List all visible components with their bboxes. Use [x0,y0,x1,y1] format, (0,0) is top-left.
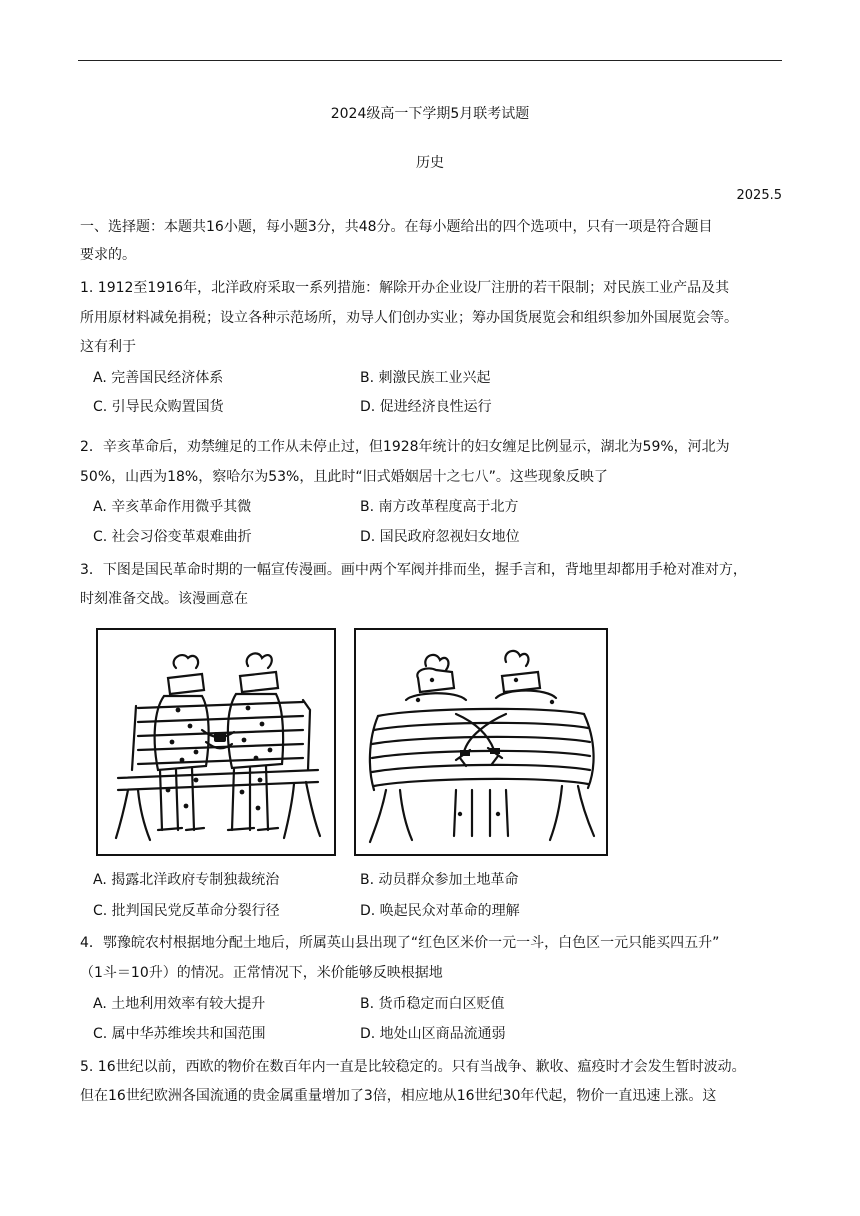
exam-title: 2024级高一下学期5月联考试题 [330,106,530,122]
subject-title: 历史 [416,155,444,171]
question-1-line2: 所用原材料减免捐税；设立各种示范场所，劝导人们创办实业；筹办国货展览会和组织参加外国展览会等。 [80,310,738,326]
question-4-option-d: D. 地处山区商品流通弱 [360,1026,506,1042]
exam-date: 2025.5 [736,188,782,203]
cartoon-panel-handshake [96,628,336,856]
question-1-line1: 1. 1912至1916年，北洋政府采取一系列措施：解除开办企业设厂注册的若干限制；对民族工业产品及其 [80,280,730,296]
cartoon-pistols-drawing [356,630,606,854]
question-2-option-a: A. 辛亥革命作用微乎其微 [93,499,252,515]
question-2-line1: 2．辛亥革命后，劝禁缠足的工作从未停止过，但1928年统计的妇女缠足比例显示，湖北为59%，河北为 [80,439,730,455]
question-4-option-c: C. 属中华苏维埃共和国范围 [93,1026,266,1042]
question-2-option-c: C. 社会习俗变革艰难曲折 [93,529,252,545]
question-4-option-a: A. 土地利用效率有较大提升 [93,996,266,1012]
question-4-option-b: B. 货币稳定而白区贬值 [360,996,505,1012]
section-instructions-line1: 一、选择题：本题共16小题，每小题3分，共48分。在每小题给出的四个选项中，只有一项是符合题目 [80,219,713,235]
section-instructions-line2: 要求的。 [80,247,136,263]
question-1-option-a: A. 完善国民经济体系 [93,370,224,386]
question-3-option-b: B. 动员群众参加土地革命 [360,872,519,888]
header-rule [78,60,782,61]
question-3-line2: 时刻准备交战。该漫画意在 [80,591,248,607]
question-1-option-c: C. 引导民众购置国货 [93,399,224,415]
question-4-line1: 4．鄂豫皖农村根据地分配土地后，所属英山县出现了“红色区米价一元一斗，白色区一元只能买四五升” [80,935,720,951]
question-2-line2: 50%，山西为18%，察哈尔为53%，且此时“旧式婚姻居十之七八”。这些现象反映了 [80,469,608,485]
question-3-line1: 3．下图是国民革命时期的一幅宣传漫画。画中两个军阀并排而坐，握手言和，背地里却都用手枪对准对方， [80,562,747,578]
question-1-option-d: D. 促进经济良性运行 [360,399,492,415]
question-5-line1: 5. 16世纪以前，西欧的物价在数百年内一直是比较稳定的。只有当战争、歉收、瘟疫时才会发生暂时波动。 [80,1059,746,1075]
question-1-line3: 这有利于 [80,339,136,355]
cartoon-handshake-drawing [98,630,334,854]
question-5-line2: 但在16世纪欧洲各国流通的贵金属重量增加了3倍，相应地从16世纪30年代起，物价一直迅速上涨。这 [80,1088,717,1104]
question-3-option-d: D. 唤起民众对革命的理解 [360,903,520,919]
cartoon-panel-pistols [354,628,608,856]
question-2-option-d: D. 国民政府忽视妇女地位 [360,529,520,545]
question-3-option-a: A. 揭露北洋政府专制独裁统治 [93,872,280,888]
question-4-line2: （1斗＝10升）的情况。正常情况下，米价能够反映根据地 [80,965,443,981]
question-1-option-b: B. 刺激民族工业兴起 [360,370,491,386]
question-2-option-b: B. 南方改革程度高于北方 [360,499,519,515]
question-3-option-c: C. 批判国民党反革命分裂行径 [93,903,280,919]
